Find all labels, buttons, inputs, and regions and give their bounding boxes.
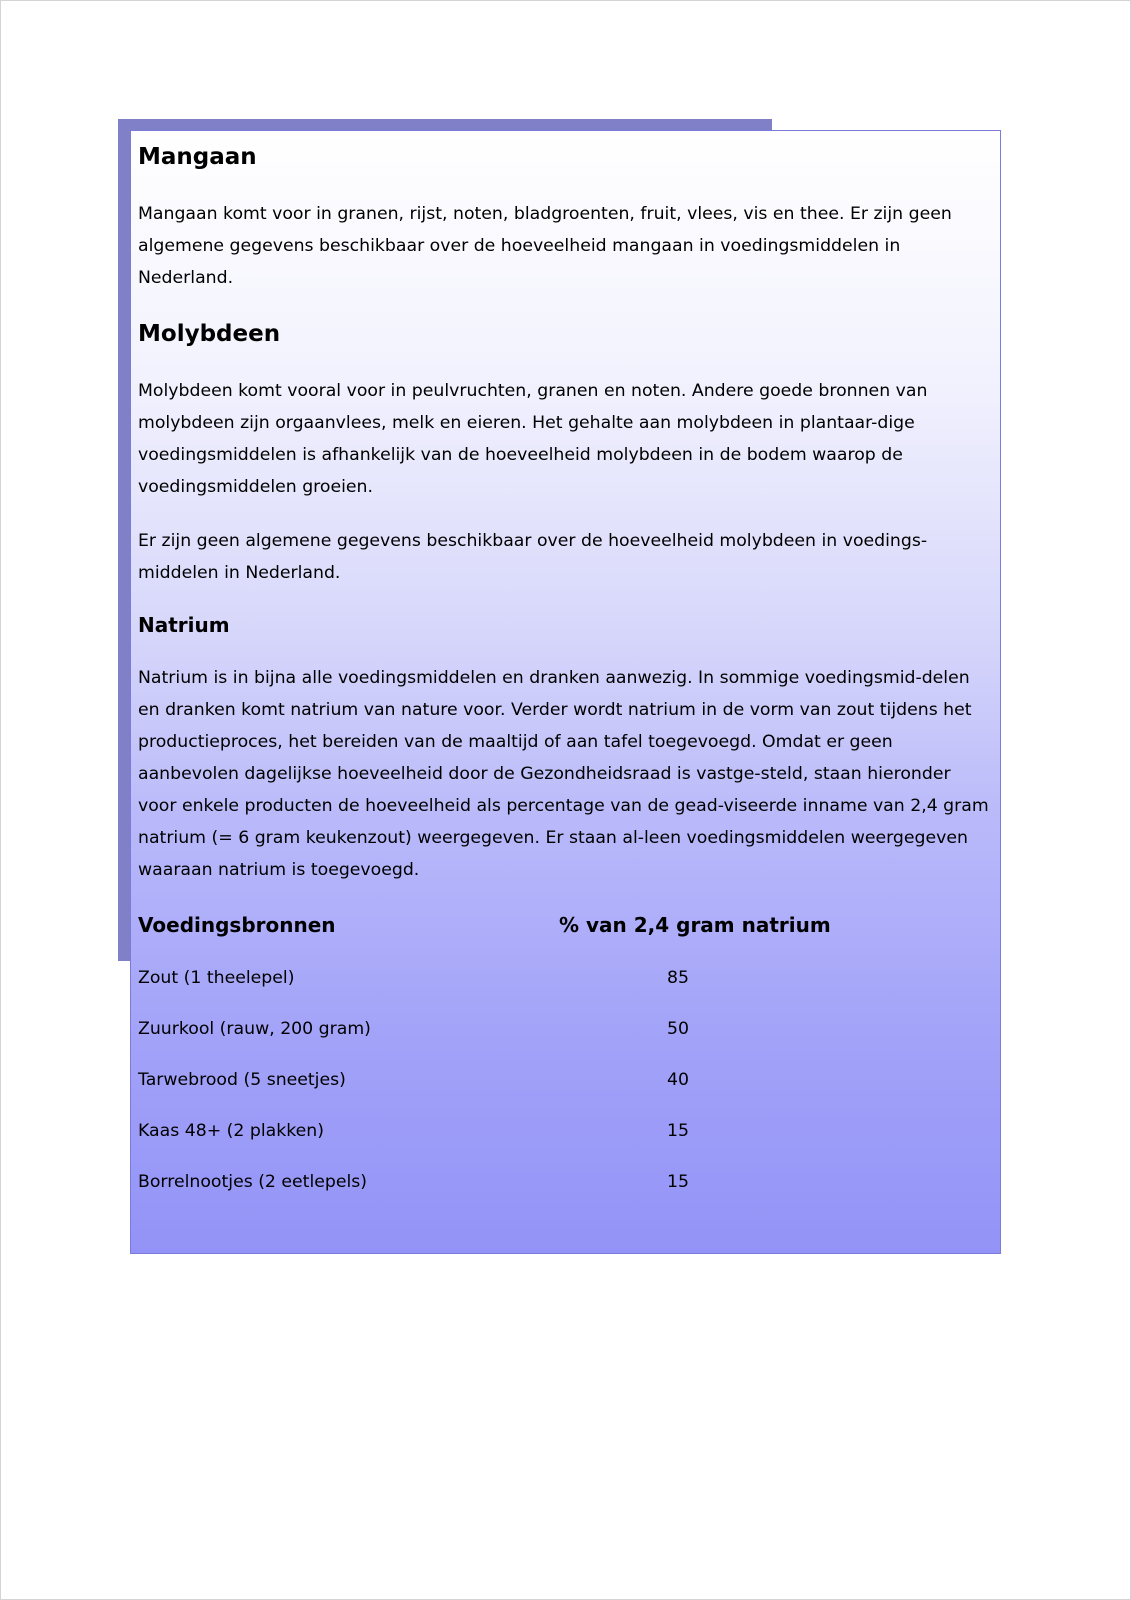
section-title-molybdeen: Molybdeen [138,321,281,347]
paragraph-natrium: Natrium is in bijna alle voedingsmiddelen en dranken aanwezig. In sommige voedingsmid-delen en dranken komt natrium van nature voor. Verder wordt natrium in de vorm van zout tijdens het productieproces, het bereiden van de maaltijd of aan tafel toegevoegd. Omdat er geen aanbevolen dagelijkse hoeveelheid door de Gezondheidsraad is vastge-steld, staan hieronder voor enkele producten de hoeveelheid als percentage van de gead-viseerde inname van 2,4 gram natrium (= 6 gram keukenzout) weergegeven. Er staan al-leen voedingsmiddelen weergegeven waaraan natrium is toegevoegd. [138,668,989,880]
table-row [138,963,993,1014]
paragraph-molybdeen-2: Er zijn geen algemene gegevens beschikbaar over de hoeveelheid molybdeen in voedings-middelen in Nederland. [138,531,928,583]
row-value: 50 [667,1019,689,1039]
table-row [138,1014,993,1065]
table-body [138,963,993,1218]
paragraph-molybdeen-1: Molybdeen komt vooral voor in peulvruchten, granen en noten. Andere goede bronnen van molybdeen zijn orgaanvlees, melk en eieren. Het gehalte aan molybdeen in plantaar-dige voedingsmiddelen is afhankelijk van de hoeveelheid molybdeen in de bodem waarop de voedingsmiddelen groeien. [138,381,928,497]
column-header-percentage: % van 2,4 gram natrium [559,913,831,937]
table-header [138,910,993,940]
row-name: Zuurkool (rauw, 200 gram) [138,1019,371,1039]
row-name: Tarwebrood (5 sneetjes) [138,1070,346,1090]
column-header-sources: Voedingsbronnen [138,913,336,937]
row-name: Borrelnootjes (2 eetlepels) [138,1172,368,1192]
paragraph-mangaan: Mangaan komt voor in granen, rijst, noten, bladgroenten, fruit, vlees, vis en thee. Er zijn geen algemene gegevens beschikbaar over de hoeveelheid mangaan in voedingsmiddelen in Nederland. [138,204,952,288]
table-row [138,1116,993,1167]
row-name: Kaas 48+ (2 plakken) [138,1121,324,1141]
section-title-mangaan: Mangaan [138,144,257,170]
row-name: Zout (1 theelepel) [138,968,295,988]
row-value: 85 [667,968,689,988]
row-value: 15 [667,1121,689,1141]
row-value: 40 [667,1070,689,1090]
table-row [138,1167,993,1218]
section-title-natrium: Natrium [138,613,230,637]
row-value: 15 [667,1172,689,1192]
table-row [138,1065,993,1116]
content-box [130,130,1001,1254]
